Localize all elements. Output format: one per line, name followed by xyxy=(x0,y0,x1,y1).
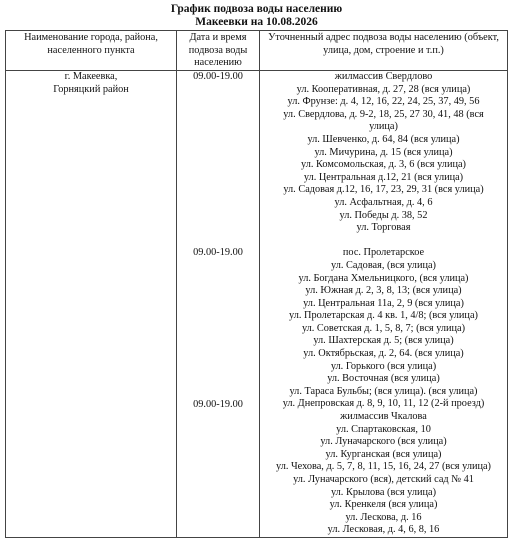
table-row xyxy=(6,71,508,538)
address-line: ул. Днепровская д. 8, 9, 10, 11, 12 (2-й проезд) xyxy=(282,398,485,410)
address-line: ул. Кренкеля (вся улица) xyxy=(329,499,438,511)
address-line: ул. Советская д. 1, 5, 8, 7; (вся улица) xyxy=(301,322,466,334)
address-group-2 xyxy=(262,247,505,398)
address-line: ул. Центральная д.12, 21 (вся улица) xyxy=(303,171,464,183)
document-title-line-1: График подвоза воды населению xyxy=(170,3,343,15)
address-line: ул. Спартаковская, 10 xyxy=(336,423,431,435)
address-line: ул. Асфальтная, д. 4, 6 xyxy=(334,196,433,208)
address-line: ул. Садовая д.12, 16, 17, 23, 29, 31 (вся улица) xyxy=(283,184,484,196)
address-line: ул. Фрунзе: д. 4, 12, 16, 22, 24, 25, 37, 49, 56 xyxy=(287,96,480,108)
address-line: ул. Шевченко, д. 64, 84 (вся улица) xyxy=(307,133,460,145)
address-line: ул. Кооперативная, д. 27, 28 (вся улица) xyxy=(296,83,471,95)
address-line: ул. Лесковая, д. 4, 6, 8, 16 xyxy=(327,524,440,536)
address-line: ул. Горького (вся улица) xyxy=(330,360,437,372)
address-group-1 xyxy=(262,71,505,235)
address-line: ул. Октябрьская, д. 2, 64. (вся улица) xyxy=(303,348,464,360)
time-group-3: 09.00-19.00 xyxy=(193,398,243,410)
address-line: ул. Садовая, (вся улица) xyxy=(331,259,436,271)
locality-cell xyxy=(6,71,177,538)
address-line: ул. Курганская (вся улица) xyxy=(325,448,442,460)
address-line: ул. Тараса Бульбы; (вся улица). (вся улица) xyxy=(289,385,478,397)
time-group-1: 09.00-19.00 xyxy=(193,71,243,82)
address-line: ул. Шахтерская д. 5; (вся улица) xyxy=(313,335,454,347)
time-cell xyxy=(177,71,260,538)
address-line: улица) xyxy=(369,121,398,133)
address-line: ул. Луначарского (вся улица) xyxy=(320,436,447,448)
header-address: Уточненный адрес подвоза воды населению (объект, улица, дом, строение и т.п.) xyxy=(260,31,508,71)
address-line: ул. Свердлова, д. 9-2, 18, 25, 27 30, 41, 48 (вся xyxy=(283,108,484,120)
address-line: жилмассив Чкалова xyxy=(340,411,427,423)
address-line: ул. Крылова (вся улица) xyxy=(330,486,437,498)
header-locality: Наименование города, района, населенного пункта xyxy=(6,31,177,71)
address-line: ул. Южная д. 2, 3, 8, 13; (вся улица) xyxy=(305,285,462,297)
document-title-line-2: Макеевки на 10.08.2026 xyxy=(195,16,318,28)
address-line: ул. Комсомольская, д. 3, 6 (вся улица) xyxy=(301,159,466,171)
address-line: ул. Богдана Хмельницкого, (вся улица) xyxy=(298,272,469,284)
city-name: г. Макеевка, xyxy=(64,71,118,82)
address-line: ул. Чехова, д. 5, 7, 8, 11, 15, 16, 24, 27 (вся улица) xyxy=(276,461,491,473)
header-date-time: Дата и время подвоза воды населению xyxy=(177,31,260,71)
address-line: ул. Торговая xyxy=(356,222,411,234)
address-line: ул. Луначарского (вся), детский сад № 41 xyxy=(293,474,474,485)
address-line: пос. Пролетарское xyxy=(342,247,425,259)
address-line: жилмассив Свердлово xyxy=(334,71,433,82)
address-group-3 xyxy=(262,398,505,537)
address-cell xyxy=(260,71,508,538)
address-line: ул. Победы д. 38, 52 xyxy=(339,209,428,221)
address-line: ул. Лескова, д. 16 xyxy=(345,511,422,523)
address-line: ул. Центральная 11а, 2, 9 (вся улица) xyxy=(303,297,464,309)
address-line: ул. Мичурина, д. 15 (вся улица) xyxy=(314,146,453,158)
address-line: ул. Восточная (вся улица) xyxy=(327,373,440,385)
address-line: ул. Пролетарская д. 4 кв. 1, 4/8; (вся улица) xyxy=(289,310,478,322)
district-name: Горняцкий район xyxy=(53,83,129,95)
water-schedule-table xyxy=(5,30,508,538)
time-group-2: 09.00-19.00 xyxy=(193,247,243,259)
table-header-row xyxy=(6,31,508,71)
